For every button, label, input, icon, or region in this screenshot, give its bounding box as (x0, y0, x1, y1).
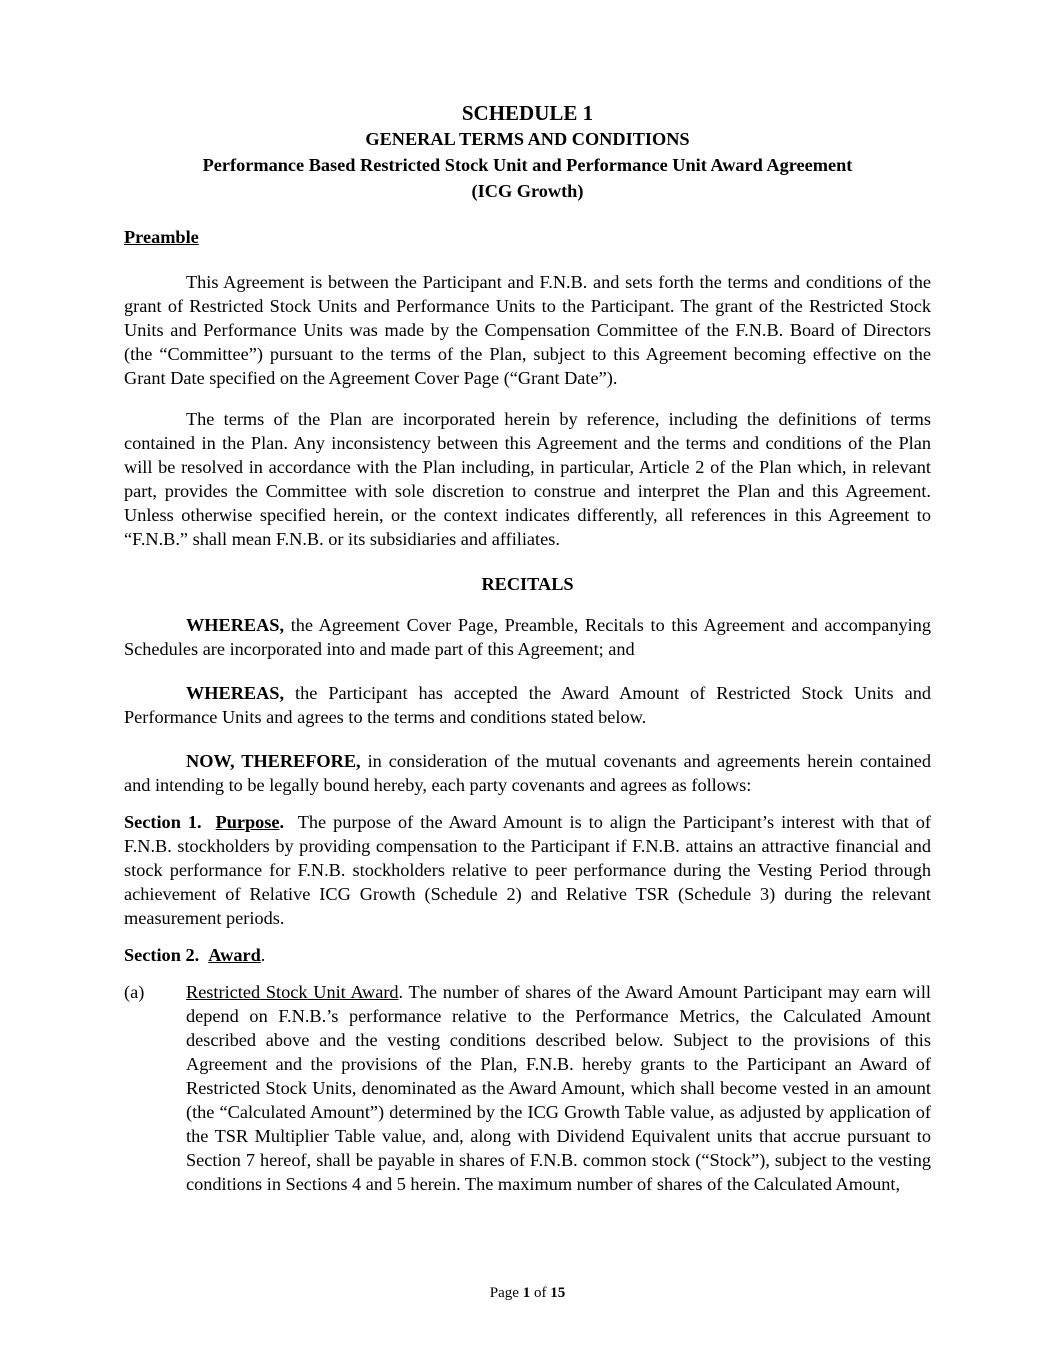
page-total: 15 (550, 1285, 566, 1301)
item-a-text: . The number of shares of the Award Amount Participant may earn will depend on F.N.B.’s performance relative to the Performance Metrics, the Calculated Amount described above and the vesting conditions described below. Subject to the provisions of this Agreement and the provisions of the Plan, F.N.B. hereby grants to the Participant an Award of Restricted Stock Units, denominated as the Award Amount, which shall become vested in an amount (the “Calculated Amount”) determined by the ICG Growth Table value, as adjusted by application of the TSR Multiplier Table value, and, along with Dividend Equivalent units that accrue pursuant to Section 7 hereof, shall be payable in shares of F.N.B. common stock (“Stock”), subject to the vesting conditions in Sections 4 and 5 herein. The maximum number of shares of the Calculated Amount, (186, 982, 931, 1194)
recitals-heading: RECITALS (481, 574, 574, 594)
section-2-title-period: . (260, 945, 266, 965)
preamble-heading: Preamble (124, 227, 199, 247)
recital-lead: NOW, THEREFORE, (186, 751, 361, 771)
agreement-variant: (ICG Growth) (471, 181, 584, 201)
recital-whereas-2 (124, 681, 931, 729)
page-word: Page (489, 1285, 519, 1301)
recital-now-therefore (124, 749, 931, 797)
section-1-text: The purpose of the Award Amount is to align the Participant’s interest with that of F.N.B. stockholders by providing compensation to the Participant if F.N.B. attains an attractive financial and stock performance for F.N.B. stockholders relative to peer performance during the Vesting Period through achievement of Relative ICG Growth (Schedule 2) and Relative TSR (Schedule 3) during the relevant measurement periods. (124, 812, 931, 928)
schedule-title: SCHEDULE 1 (461, 101, 594, 125)
section-2-heading (124, 943, 931, 967)
title-block (124, 100, 931, 204)
page-number: 1 (522, 1285, 531, 1301)
section-1-title: Purpose (215, 812, 280, 832)
item-label: (a) (124, 982, 145, 1002)
section-2-item-a (124, 980, 931, 1196)
recital-lead: WHEREAS, (186, 683, 285, 703)
page-footer (0, 1283, 1055, 1303)
section-1-title-period: . (279, 812, 285, 832)
item-a-title: Restricted Stock Unit Award (186, 982, 399, 1002)
agreement-name: Performance Based Restricted Stock Unit and Performance Unit Award Agreement (202, 155, 853, 175)
section-1 (124, 810, 931, 930)
recital-lead: WHEREAS, (186, 615, 285, 635)
recital-text: the Agreement Cover Page, Preamble, Recitals to this Agreement and accompanying Schedules are incorporated into and made part of this Agreement; and (124, 615, 931, 659)
recital-text: in consideration of the mutual covenants and agreements herein contained and intending to be legally bound hereby, each party covenants and agrees as follows: (124, 751, 931, 795)
section-2-number: Section 2. (124, 945, 200, 965)
section-1-number: Section 1. (124, 812, 202, 832)
recital-text: the Participant has accepted the Award Amount of Restricted Stock Units and Performance Units and agrees to the terms and conditions stated below. (124, 683, 931, 727)
document-page (124, 100, 931, 1196)
section-2-title: Award (208, 945, 261, 965)
schedule-subtitle: GENERAL TERMS AND CONDITIONS (365, 129, 690, 149)
recital-whereas-1 (124, 613, 931, 661)
preamble-paragraph-2: The terms of the Plan are incorporated herein by reference, including the definitions of terms contained in the Plan. Any inconsistency between this Agreement and the terms and conditions of the Plan will be resolved in accordance with the Plan including, in particular, Article 2 of the Plan which, in relevant part, provides the Committee with sole discretion to construe and interpret the Plan and this Agreement. Unless otherwise specified herein, or the context indicates differently, all references in this Agreement to “F.N.B.” shall mean F.N.B. or its subsidiaries and affiliates. (124, 409, 931, 549)
item-body (186, 980, 931, 1196)
preamble-paragraph-1: This Agreement is between the Participant and F.N.B. and sets forth the terms and conditions of the grant of Restricted Stock Units and Performance Units to the Participant. The grant of the Restricted Stock Units and Performance Units was made by the Compensation Committee of the F.N.B. Board of Directors (the “Committee”) pursuant to the terms of the Plan, subject to this Agreement becoming effective on the Grant Date specified on the Agreement Cover Page (“Grant Date”). (124, 272, 931, 388)
of-word: of (533, 1285, 547, 1301)
